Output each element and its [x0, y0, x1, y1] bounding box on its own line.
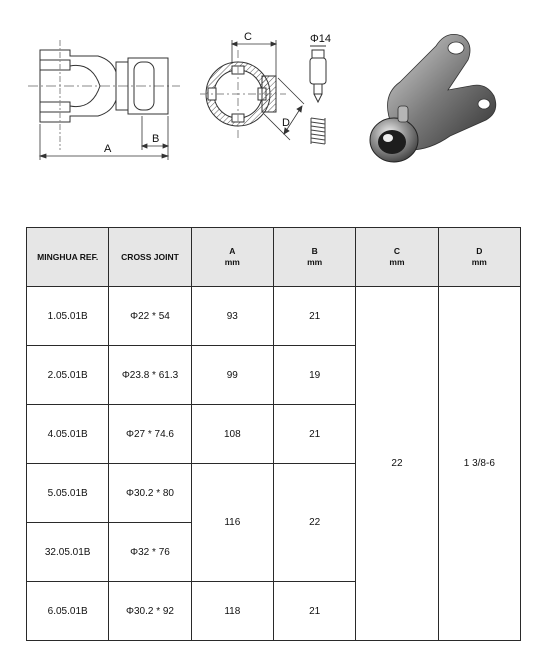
- label-c: C: [244, 31, 252, 43]
- header-cross-joint: CROSS JOINT: [109, 228, 191, 287]
- header-ref: MINGHUA REF.: [27, 228, 109, 287]
- cell-cross-joint: Φ23.8 * 61.3: [109, 346, 191, 405]
- header-c: C mm: [356, 228, 438, 287]
- table-row: [27, 287, 521, 346]
- cell-cross-joint: Φ30.2 * 80: [109, 464, 191, 523]
- label-pin: Φ14: [310, 33, 332, 45]
- cell-b: 22: [273, 464, 355, 582]
- cell-b: 21: [273, 582, 355, 641]
- cell-ref: 1.05.01B: [27, 287, 109, 346]
- cell-d-shared: 1 3/8-6: [438, 287, 520, 641]
- pin-and-spring: [310, 46, 326, 144]
- cell-b: 21: [273, 405, 355, 464]
- label-d: D: [282, 117, 290, 129]
- spec-table: [26, 227, 521, 641]
- technical-drawing: [0, 0, 548, 200]
- cell-cross-joint: Φ22 * 54: [109, 287, 191, 346]
- cell-cross-joint: Φ27 * 74.6: [109, 405, 191, 464]
- cell-cross-joint: Φ32 * 76: [109, 523, 191, 582]
- header-b: B mm: [273, 228, 355, 287]
- cell-a: 93: [191, 287, 273, 346]
- cell-c-shared: 22: [356, 287, 438, 641]
- cell-ref: 6.05.01B: [27, 582, 109, 641]
- table-header-row: [27, 228, 521, 287]
- cell-ref: 5.05.01B: [27, 464, 109, 523]
- header-d: D mm: [438, 228, 520, 287]
- cell-ref: 32.05.01B: [27, 523, 109, 582]
- cell-a: 99: [191, 346, 273, 405]
- header-a: A mm: [191, 228, 273, 287]
- label-a: A: [104, 143, 112, 155]
- cell-ref: 4.05.01B: [27, 405, 109, 464]
- cell-ref: 2.05.01B: [27, 346, 109, 405]
- yoke-section-view: [200, 50, 286, 138]
- cell-cross-joint: Φ30.2 * 92: [109, 582, 191, 641]
- yoke-product-image: [370, 34, 496, 162]
- cell-a: 116: [191, 464, 273, 582]
- cell-a: 108: [191, 405, 273, 464]
- cell-b: 21: [273, 287, 355, 346]
- cell-b: 19: [273, 346, 355, 405]
- label-b: B: [152, 133, 160, 145]
- cell-a: 118: [191, 582, 273, 641]
